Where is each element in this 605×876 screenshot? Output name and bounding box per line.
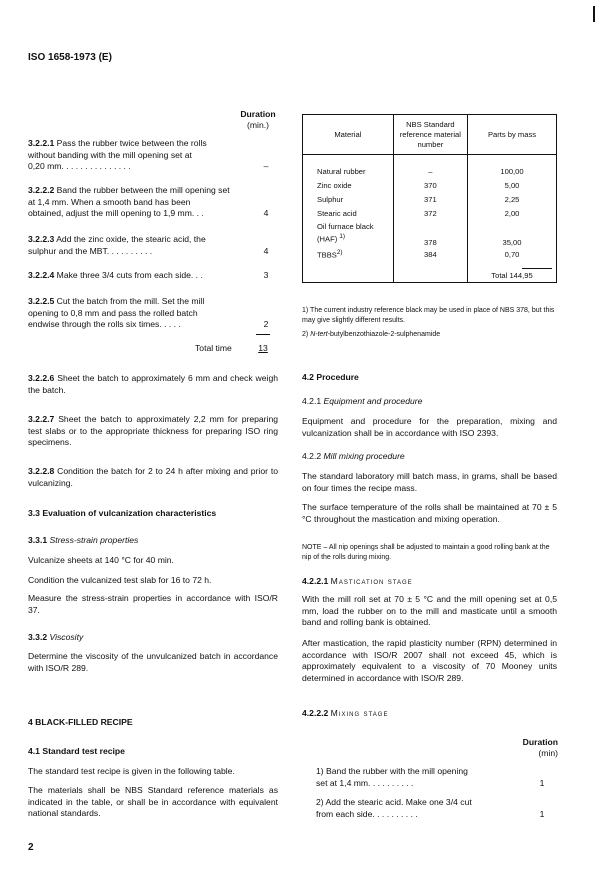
crop-mark — [593, 6, 595, 22]
heading-3-3-2: 3.3.2 Viscosity — [28, 632, 84, 642]
total-time-label: Total time — [195, 343, 232, 353]
header-parts: Parts by mass — [487, 130, 537, 139]
note-nip-openings: NOTE – All nip openings shall be adjusted to maintain a good rolling bank at the nip of the rolls during mixing. — [302, 544, 550, 561]
footnote-1: 1) The current industry reference black may be used in place of NBS 378, but this may give slightly different results. — [302, 307, 555, 324]
table-total-row — [303, 263, 557, 283]
step-duration: 3 — [263, 270, 269, 280]
step-duration: 1 — [539, 808, 545, 819]
para-condition: Condition the vulcanized test slab for 16 to 72 h. — [28, 575, 212, 585]
total-rule — [256, 334, 270, 335]
document-title: ISO 1658-1973 (E) — [28, 52, 112, 63]
recipe-table — [302, 114, 557, 283]
para-4-2-2-1-a: With the mill roll set at 70 ± 5 °C and the mill opening set at 0,5 mm, load the rubber on to the mill and masticate until a smooth band and rolling bank is obtained. — [302, 594, 557, 628]
table-row: Natural rubber – 100,00 — [303, 165, 557, 179]
step-duration: 4 — [263, 245, 269, 256]
step-3-2-2-3: 3.2.2.3 Add the zinc oxide, the stearic acid, the sulphur and the MBT. . . . . . . . . . 4 — [28, 234, 273, 257]
header-material: Material — [303, 115, 394, 155]
table-row: Zinc oxide 370 5,00 — [303, 179, 557, 193]
para-4-2-1: Equipment and procedure for the preparation, mixing and vulcanization shall be in accordance with ISO 2393. — [302, 416, 557, 438]
step-duration: 1 — [539, 777, 545, 788]
heading-3-3: 3.3 Evaluation of vulcanization characteristics — [28, 508, 217, 518]
heading-4-2-2: 4.2.2 Mill mixing procedure — [302, 451, 405, 461]
mixing-step-1: 1) Band the rubber with the mill opening set at 1,4 mm. . . . . . . . . . 1 — [302, 766, 557, 789]
step-3-2-2-4: 3.2.2.4 Make three 3/4 cuts from each side. . . 3 — [28, 270, 273, 282]
step-3-2-2-5: 3.2.2.5 Cut the batch from the mill. Set the mill opening to 0,8 mm and pass the rolled batch endwise through the rolls six times. . . . . 2 — [28, 296, 273, 331]
heading-4-2-2-1: 4.2.2.1 Mastication stage — [302, 576, 413, 586]
table-row: Oil furnace black (HAF) $^{1)}$ 378 35,00 — [303, 221, 557, 247]
step-duration: – — [263, 161, 269, 172]
mixing-duration-unit: (min) — [538, 748, 558, 758]
heading-4: 4 BLACK-FILLED RECIPE — [28, 717, 133, 727]
heading-3-3-1: 3.3.1 Stress-strain properties — [28, 535, 139, 545]
heading-4-2-1: 4.2.1 Equipment and procedure — [302, 396, 423, 406]
para-vulcanize: Vulcanize sheets at 140 °C for 40 min. — [28, 555, 174, 565]
heading-4-1: 4.1 Standard test recipe — [28, 746, 125, 756]
table-row: Sulphur 371 2,25 — [303, 193, 557, 207]
step-duration: 4 — [263, 208, 269, 219]
page-number: 2 — [28, 842, 34, 853]
footnote-2: 2) N-tert-butylbenzothiazole-2-sulphenamide — [302, 331, 441, 338]
step-number: 3.2.2.1 — [28, 138, 55, 148]
total-time-value: 13 — [258, 343, 268, 353]
para-measure: Measure the stress-strain properties in accordance with ISO/R 37. — [28, 593, 278, 615]
mixing-duration-header: Duration — [522, 737, 558, 747]
heading-4-2-2-2: 4.2.2.2 Mixing stage — [302, 708, 389, 718]
para-3-2-2-7: 3.2.2.7 Sheet the batch to approximately 2,2 mm for preparing test slabs or to the appropriate thickness for preparing ISO ring specimens. — [28, 414, 279, 448]
para-4-1-a: The standard test recipe is given in the following table. — [28, 766, 235, 776]
step-duration: 2 — [263, 319, 269, 330]
table-total: Total 144,95 — [491, 271, 533, 280]
duration-header: Duration — [240, 109, 276, 119]
table-header-row — [303, 115, 557, 155]
para-viscosity: Determine the viscosity of the unvulcanized batch in accordance with ISO/R 289. — [28, 651, 278, 673]
table-row: Stearic acid 372 2,00 — [303, 207, 557, 221]
step-3-2-2-1: 3.2.2.1 Pass the rubber twice between the rolls without banding with the mill opening set at 0,20 mm. . . . . . . . . . . . . . . – — [28, 138, 273, 173]
para-4-2-2-1-b: After mastication, the rapid plasticity number (RPN) determined in accordance with ISO/R 2007 shall not exceed 45, which is approximately equivalent to a viscosity of 70 Mooney units determined in accordance with ISO/R 289. — [302, 638, 557, 683]
heading-4-2: 4.2 Procedure — [302, 372, 359, 382]
para-4-2-2-b: The surface temperature of the rolls shall be maintained at 70 ± 5 °C throughout the mastication and mixing operation. — [302, 502, 557, 524]
para-4-1-b: The materials shall be NBS Standard reference materials as indicated in the table, or shall be in accordance with equivalent national standards. — [28, 785, 278, 819]
step-3-2-2-2: 3.2.2.2 Band the rubber between the mill opening set at 1,4 mm. When a smooth band has been obtained, adjust the mill opening to 1,9 mm. . . 4 — [28, 185, 273, 220]
para-3-2-2-8: 3.2.2.8 Condition the batch for 2 to 24 h after mixing and prior to vulcanizing. — [28, 466, 278, 488]
mixing-step-2: 2) Add the stearic acid. Make one 3/4 cut from each side. . . . . . . . . . 1 — [302, 797, 557, 820]
table-row: TBBS$^{2)}$ 384 0,70 — [303, 247, 557, 263]
para-3-2-2-6: 3.2.2.6 Sheet the batch to approximately 6 mm and check weigh the batch. — [28, 373, 279, 395]
header-nbs: NBS Standard reference material number — [393, 115, 467, 155]
para-4-2-2-a: The standard laboratory mill batch mass, in grams, shall be based on four times the recipe mass. — [302, 471, 557, 493]
duration-unit: (min.) — [247, 120, 269, 130]
